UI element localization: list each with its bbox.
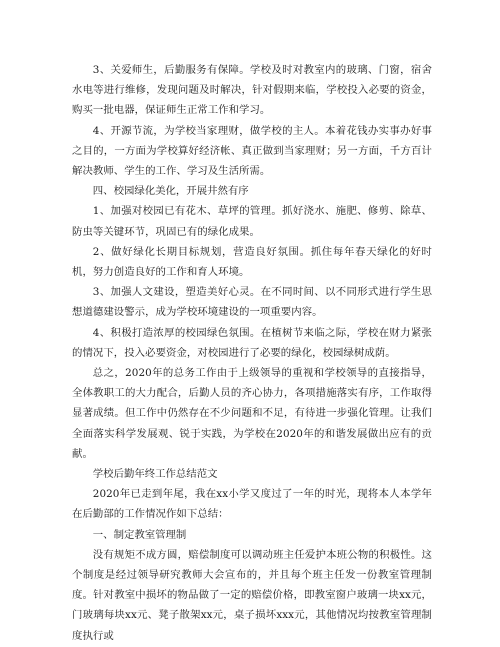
- document-body: [72, 60, 432, 646]
- section-heading: 四、校园绿化美化，开展井然有序: [92, 185, 249, 198]
- paragraph: 3、关爱师生，后勤服务有保障。学校及时对教室内的玻璃、门窗，宿舍水电等进行维修，发现问题及时解决，针对假期来临，学校投入必要的资金，购买一批电器，保证师生正常工作和学习。: [72, 64, 432, 117]
- section-heading: 一、制定教室管理制: [92, 528, 187, 541]
- paragraph: 3、加强人文建设，塑造美好心灵。在不同时间、以不同形式进行学生思想道德建设警示，成为学校环境建设的一项重要内容。: [72, 286, 432, 319]
- section-heading: 学校后勤年终工作总结范文: [92, 468, 218, 481]
- paragraph: 没有规矩不成方圆，赔偿制度可以调动班主任爱护本班公物的积极性。这个制度是经过领导研究教师大会宣布的，并且每个班主任发一份教室管理制度。针对教室中损坏的物品做了一定的赔偿价格，即教室窗户玻璃一块xx元，门玻璃每块xx元、凳子散架xx元，桌子损坏xxx元，其他情况均按教室管理制度执行或: [72, 548, 432, 642]
- paragraph: 总之，2020年的总务工作由于上级领导的重视和学校领导的直接指导，全体教职工的大力配合，后勤人员的齐心协力，各项措施落实有序，工作取得显著成绩。但工作中仍然存在不少问题和不足，有待进一步强化管理。让我们全面落实科学发展观、锐于实践，为学校在2020年的和谐发展做出应有的贡献。: [72, 367, 432, 460]
- paragraph: 4、开源节流，为学校当家理财，做学校的主人。本着花钱办实事办好事之目的，一方面为学校算好经济帐、真正做到当家理财；另一方面，千方百计解决教师、学生的工作、学习及生活所需。: [72, 124, 432, 178]
- paragraph: 2、做好绿化长期目标规划，营造良好氛围。抓住每年春天绿化的好时机，努力创造良好的工作和育人环境。: [72, 245, 432, 279]
- paragraph: 2020年已走到年尾，我在xx小学又度过了一年的时光，现将本人本学年在后勤部的工作情况作如下总结：: [72, 488, 432, 521]
- paragraph: 1、加强对校园已有花木、草坪的管理。抓好浇水、施肥、修剪、除草、防虫等关键环节，巩固已有的绿化成果。: [72, 205, 432, 238]
- paragraph: 4、积极打造浓厚的校园绿色氛围。在植树节来临之际，学校在财力紧张的情况下，投入必要资金，对校园进行了必要的绿化，校园绿树成荫。: [72, 326, 432, 359]
